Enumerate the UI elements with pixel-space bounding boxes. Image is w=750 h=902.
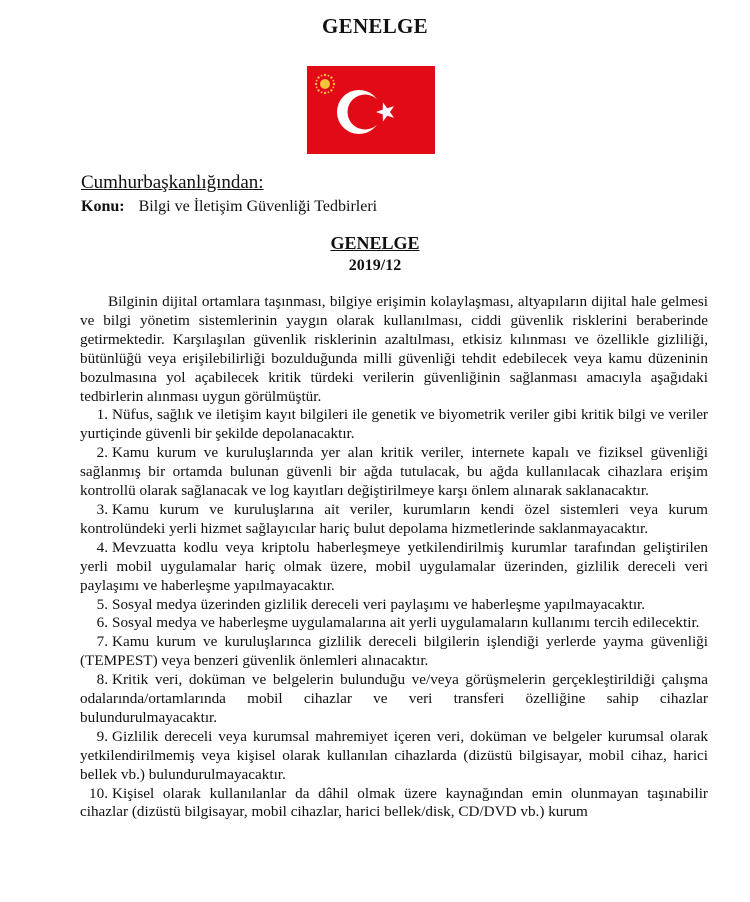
list-item [80,539,708,596]
item-text: Kritik veri, doküman ve belgelerin bulunduğu ve/veya görüşmelerin gerçekleştirildiği çalışma odalarında/ortamlarında mobil cihazlar ve veri transferi özelliğine sahip cihazlar bulundurulmayacaktır. [80,671,708,726]
list-item [80,614,708,633]
item-text: Kamu kurum ve kuruluşlarında yer alan kritik veriler, internete kapalı ve fiziksel güvenliği sağlanmış bir ortamda bulunan güvenli bir ağda tutulacak, bu ağda kullanılacak cihazlara erişim kontrollü olarak sağlanacak ve log kayıtları değiştirilmeye karşı önlem alınarak saklanacaktır. [80,444,708,500]
item-text: Kamu kurum ve kuruluşlarınca gizlilik dereceli bilgilerin işlendiği yerlerde yayma güvenliği (TEMPEST) veya benzeri güvenlik önlemleri alınacaktır. [80,633,708,670]
item-text: Sosyal medya ve haberleşme uygulamalarına ait yerli uygulamaların kullanımı tercih edilecektir. [112,614,700,632]
issuer-heading: Cumhurbaşkanlığından: [81,172,264,193]
list-item [80,633,708,671]
list-item [80,728,708,785]
subject-line [81,198,377,216]
intro-paragraph: Bilginin dijital ortamlara taşınması, bilgiye erişimin kolaylaşması, altyapıların dijital hale gelmesi ve bilgi yönetim sistemlerinin yaygın olarak kullanılması, ciddi güvenlik risklerini beraberinde getirmektedir. Karşılaşılan güvenlik risklerinin azaltılması, etkisiz kılınması ve özellikle gizliliği, bütünlüğü veya erişilebilirliği bozulduğunda milli güvenliği tehdit edebilecek veya kamu düzeninin bozulmasına yol açabilecek kritik türdeki verilerin güvenliğinin sağlanması amacıyla aşağıdaki tedbirlerin alınması uygun görülmüştür. [80,293,708,405]
item-number: 2. [96,444,108,462]
item-text: Mevzuatta kodlu veya kriptolu haberleşmeye yetkilendirilmiş kurumlar tarafından geliştirilen yerli mobil uygulamalar hariç olmak üzere, mobil uygulamalar üzerinden, gizlilik dereceli veri paylaşımı ve haberleşme yapılmayacaktır. [80,538,708,594]
list-item [80,596,708,615]
item-text: Kamu kurum ve kuruluşlarına ait veriler, kurumların kendi özel sistemleri veya kurum kontrolündeki yerli hizmet sağlayıcılar hariç bulut depolama hizmetlerinde saklanmayacaktır. [80,500,708,537]
item-text: Gizlilik dereceli veya kurumsal mahremiyet içeren veri, doküman ve belgeler kurumsal olarak yetkilendirilmemiş veya kişisel olarak kullanılan cihazlarda (dizüstü bilgisayar, mobil cihaz, harici bellek vb.) bulundurulmayacaktır. [80,727,708,783]
item-number: 9. [96,727,108,745]
circular-title: GENELGE [330,233,420,253]
item-text: Kişisel olarak kullanılanlar da dâhil olmak üzere kaynağından emin olunmayan taşınabilir cihazlar (dizüstü bilgisayar, mobil cihazlar, harici bellek/disk, CD/DVD vb.) kurum [80,784,708,821]
list-item [80,785,708,823]
item-number: 10. [89,784,108,802]
crescent-star-icon [307,66,435,154]
list-item [80,501,708,539]
item-number: 7. [96,633,108,651]
item-number: 1. [96,406,108,424]
subject-label: Konu: [81,198,125,215]
item-text: Sosyal medya üzerinden gizlilik dereceli veri paylaşımı ve haberleşme yapılmayacaktır. [112,595,646,613]
item-number: 3. [96,500,108,518]
list-item [80,406,708,444]
presidential-flag-emblem [307,66,435,154]
subject-text: Bilgi ve İletişim Güvenliği Tedbirleri [138,198,378,215]
item-number: 6. [96,614,108,632]
item-number: 5. [96,595,108,613]
document-body [80,293,708,822]
circular-number: 2019/12 [348,257,402,274]
item-number: 4. [96,538,108,556]
list-item [80,444,708,501]
item-number: 8. [96,671,108,689]
item-text: Nüfus, sağlık ve iletişim kayıt bilgileri ile genetik ve biyometrik veriler gibi kritik bilgi ve veriler yurtiçinde güvenli bir şekilde depolanacaktır. [80,406,708,443]
list-item [80,671,708,728]
document-header-title: GENELGE [322,14,428,38]
